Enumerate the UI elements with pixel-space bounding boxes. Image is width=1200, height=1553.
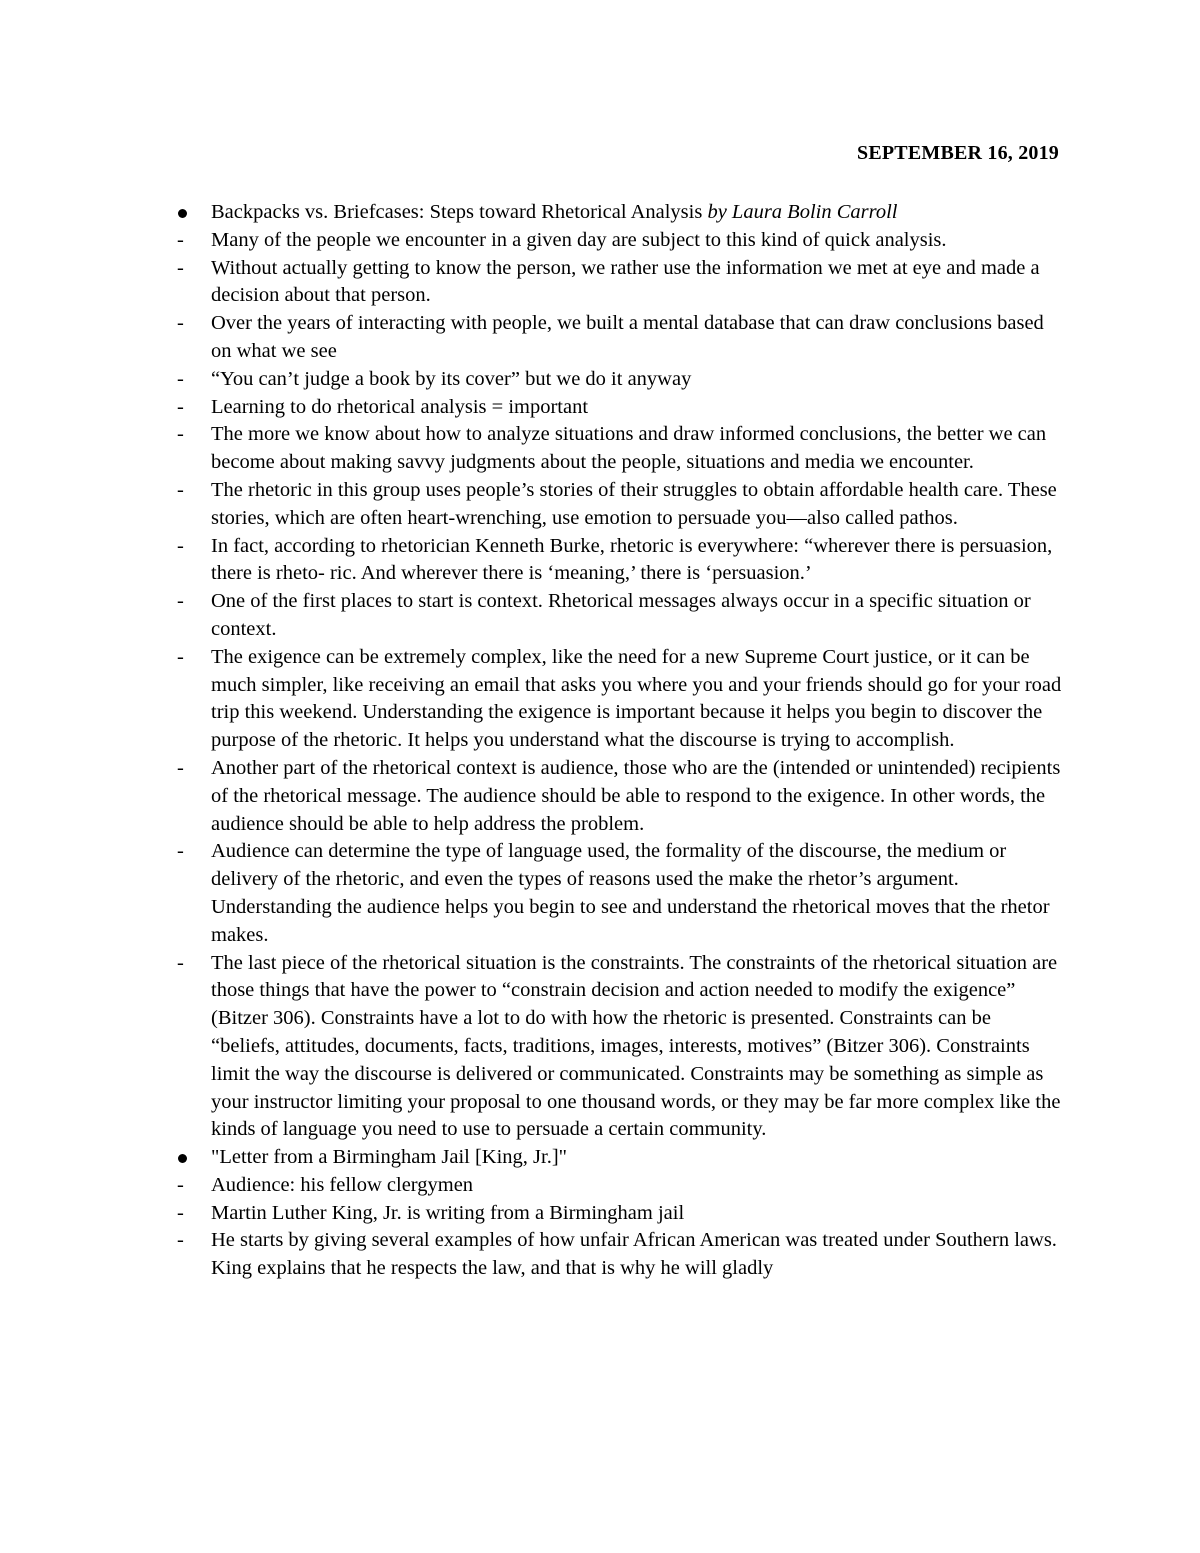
- dash-marker: -: [177, 1173, 184, 1196]
- note-text: Backpacks vs. Briefcases: Steps toward Rhetorical Analysis: [211, 201, 708, 223]
- list-item: [173, 310, 1063, 366]
- list-item: [173, 950, 1063, 1145]
- dash-marker: -: [177, 423, 184, 446]
- dash-marker: -: [177, 478, 184, 501]
- dash-marker: -: [177, 1201, 184, 1224]
- dash-marker: -: [177, 951, 184, 974]
- list-item: [173, 588, 1063, 644]
- dash-marker: -: [177, 312, 184, 335]
- list-item: [173, 1172, 1063, 1200]
- list-item: [173, 477, 1063, 533]
- list-item: [173, 1227, 1063, 1283]
- note-text: Audience can determine the type of language used, the formality of the discourse, the medium or delivery of the rhetoric, and even the types of reasons used the make the rhetor’s argument. Understanding the audience helps you begin to see and understand the rhetorical moves that the rhetor makes.: [211, 840, 1050, 946]
- dash-marker: -: [177, 395, 184, 418]
- list-item: [173, 255, 1063, 311]
- note-text: One of the first places to start is context. Rhetorical messages always occur in a specific situation or context.: [211, 590, 1031, 640]
- note-text: The last piece of the rhetorical situation is the constraints. The constraints of the rhetorical situation are those things that have the power to “constrain decision and action needed to modify the exigence” (Bitzer 306). Constraints have a lot to do with how the rhetoric is presented. Constraints can be “beliefs, attitudes, documents, facts, traditions, images, interests, motives” (Bitzer 306). Constraints limit the way the discourse is delivered or communicated. Constraints may be something as simple as your instructor limiting your proposal to one thousand words, or they may be far more complex like the kinds of language you need to use to persuade a certain community.: [211, 951, 1061, 1141]
- dash-marker: -: [177, 840, 184, 863]
- note-text: The more we know about how to analyze situations and draw informed conclusions, the better we can become about making savvy judgments about the people, situations and media we encounter.: [211, 423, 1047, 474]
- list-item: [173, 1144, 1063, 1172]
- list-item: [173, 533, 1063, 589]
- note-text: Audience: his fellow clergymen: [211, 1173, 474, 1196]
- note-text: Over the years of interacting with people, we built a mental database that can draw conclusions based on what we see: [211, 312, 1044, 362]
- dash-marker: -: [177, 534, 184, 557]
- dash-marker: -: [177, 645, 184, 668]
- author-name: by Laura Bolin Carroll: [707, 201, 898, 223]
- dash-marker: -: [177, 367, 184, 390]
- note-text: Learning to do rhetorical analysis = important: [211, 395, 589, 418]
- bullet-icon: [178, 1154, 187, 1163]
- list-item: [173, 838, 1063, 949]
- note-text: The rhetoric in this group uses people’s stories of their struggles to obtain affordable health care. These stories, which are often heart-wrenching, use emotion to persuade you—also called pathos.: [211, 478, 1057, 529]
- dash-marker: -: [177, 256, 184, 279]
- list-item: [173, 421, 1063, 477]
- dash-marker: -: [177, 756, 184, 779]
- note-text: “You can’t judge a book by its cover” but we do it anyway: [211, 367, 692, 390]
- note-text: He starts by giving several examples of how unfair African American was treated under Southern laws. King explains that he respects the law, and that is why he will gladly: [211, 1229, 1057, 1280]
- note-text: "Letter from a Birmingham Jail [King, Jr.]": [211, 1146, 568, 1169]
- dash-marker: -: [177, 590, 184, 613]
- notes-list: [173, 199, 1063, 1283]
- note-text: The exigence can be extremely complex, like the need for a new Supreme Court justice, or it can be much simpler, like receiving an email that asks you where you and your friends should go for your road trip this weekend. Understanding the exigence is important because it helps you begin to discover the purpose of the rhetoric. It helps you understand what the discourse is trying to accomplish.: [211, 645, 1062, 752]
- list-item: [173, 199, 1063, 227]
- note-text: Another part of the rhetorical context is audience, those who are the (intended or unintended) recipients of the rhetorical message. The audience should be able to respond to the exigence. In other words, the audience should be able to help address the problem.: [211, 756, 1061, 835]
- list-item: [173, 394, 1063, 422]
- list-item: [173, 227, 1063, 255]
- list-item: [173, 755, 1063, 838]
- note-text: Many of the people we encounter in a given day are subject to this kind of quick analysis.: [211, 228, 947, 251]
- page-date: SEPTEMBER 16, 2019: [857, 142, 1059, 164]
- bullet-icon: [178, 209, 187, 218]
- dash-marker: -: [177, 228, 184, 251]
- note-text: Without actually getting to know the person, we rather use the information we met at eye and made a decision about that person.: [211, 256, 1040, 307]
- list-item: [173, 1200, 1063, 1228]
- list-item: [173, 366, 1063, 394]
- dash-marker: -: [177, 1229, 184, 1252]
- note-text: Martin Luther King, Jr. is writing from a Birmingham jail: [211, 1201, 685, 1224]
- list-item: [173, 644, 1063, 755]
- note-text: In fact, according to rhetorician Kenneth Burke, rhetoric is everywhere: “wherever there is persuasion, there is rheto- ric. And wherever there is ‘meaning,’ there is ‘persuasion.’: [211, 534, 1053, 585]
